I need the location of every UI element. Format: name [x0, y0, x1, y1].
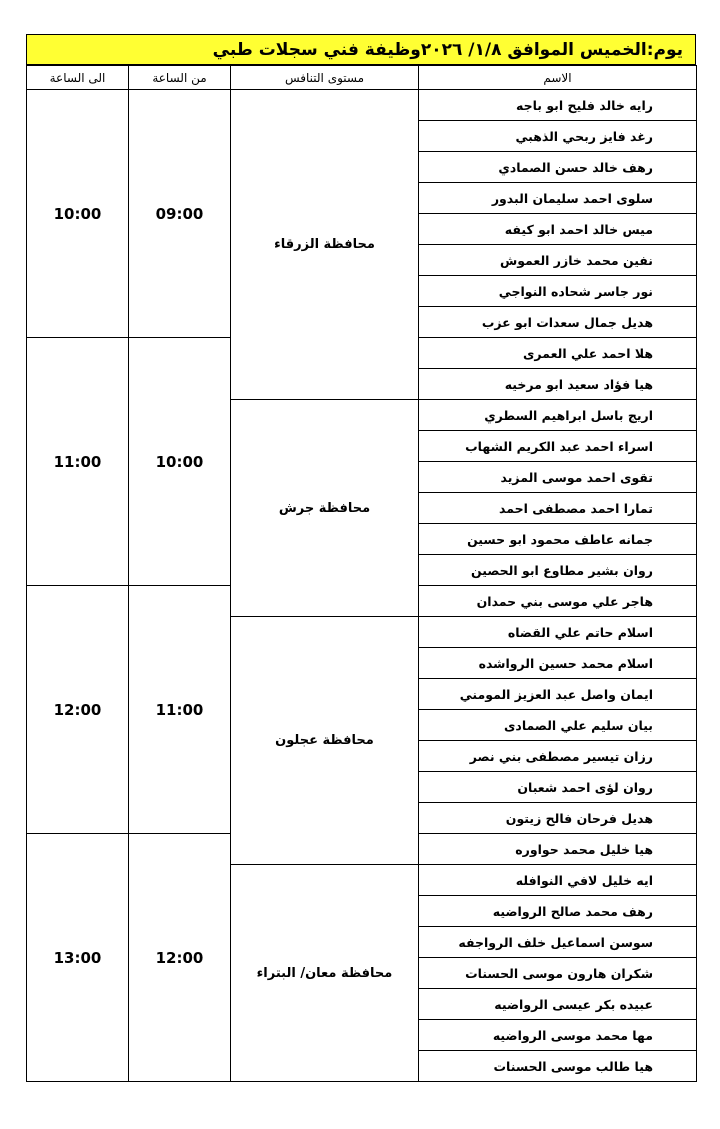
name-cell: هديل فرحان فالح زيتون [419, 803, 697, 834]
name-cell: ميس خالد احمد ابو كيفه [419, 214, 697, 245]
name-cell: ايه خليل لافي النوافله [419, 865, 697, 896]
header-region: مستوى التنافس [231, 66, 419, 90]
region-cell: محافظة عجلون [231, 617, 419, 865]
name-cell: هديل جمال سعدات ابو عزب [419, 307, 697, 338]
header-name: الاسم [419, 66, 697, 90]
name-cell: هيا خليل محمد حواوره [419, 834, 697, 865]
name-cell: سلوى احمد سليمان البدور [419, 183, 697, 214]
region-cell: محافظة جرش [231, 400, 419, 617]
name-cell: اسراء احمد عبد الكريم الشهاب [419, 431, 697, 462]
name-cell: مها محمد موسى الرواضيه [419, 1020, 697, 1051]
name-cell: روان لؤى احمد شعبان [419, 772, 697, 803]
from-time-cell: 09:00 [129, 90, 231, 338]
name-cell: هاجر علي موسى بني حمدان [419, 586, 697, 617]
name-cell: بيان سليم علي الصمادى [419, 710, 697, 741]
name-cell: نفين محمد خازر العموش [419, 245, 697, 276]
name-cell: هيا طالب موسى الحسنات [419, 1051, 697, 1082]
name-cell: ايمان واصل عبد العزيز المومني [419, 679, 697, 710]
table-row [27, 90, 697, 121]
from-time-cell: 11:00 [129, 586, 231, 834]
name-cell: روان بشير مطاوع ابو الحصين [419, 555, 697, 586]
name-cell: اسلام محمد حسين الرواشده [419, 648, 697, 679]
name-cell: جمانه عاطف محمود ابو حسين [419, 524, 697, 555]
name-cell: رغد فايز ربحي الذهبي [419, 121, 697, 152]
to-time-cell: 11:00 [27, 338, 129, 586]
name-cell: تمارا احمد مصطفى احمد [419, 493, 697, 524]
page-title: يوم:الخميس الموافق ١/٨/ ٢٠٢٦وظيفة فني سجلات طبي [26, 34, 696, 65]
header-from-time: من الساعة [129, 66, 231, 90]
name-cell: هيا فؤاد سعيد ابو مرخيه [419, 369, 697, 400]
region-cell: محافظة معان/ البتراء [231, 865, 419, 1082]
to-time-cell: 10:00 [27, 90, 129, 338]
name-cell: رزان تيسير مصطفى بني نصر [419, 741, 697, 772]
name-cell: اسلام حاتم علي القضاه [419, 617, 697, 648]
schedule-table [26, 65, 697, 1082]
region-cell: محافظة الزرقاء [231, 90, 419, 400]
name-cell: تقوى احمد موسى المزيد [419, 462, 697, 493]
name-cell: عبيده بكر عيسى الرواضيه [419, 989, 697, 1020]
to-time-cell: 13:00 [27, 834, 129, 1082]
name-cell: رايه خالد فليح ابو باجه [419, 90, 697, 121]
name-cell: هلا احمد علي العمرى [419, 338, 697, 369]
from-time-cell: 12:00 [129, 834, 231, 1082]
to-time-cell: 12:00 [27, 586, 129, 834]
name-cell: سوسن اسماعيل خلف الرواجفه [419, 927, 697, 958]
table-header-row [27, 66, 697, 90]
name-cell: اريج باسل ابراهيم السطري [419, 400, 697, 431]
name-cell: رهف خالد حسن الصمادي [419, 152, 697, 183]
header-to-time: الى الساعة [27, 66, 129, 90]
name-cell: نور جاسر شحاده النواجي [419, 276, 697, 307]
from-time-cell: 10:00 [129, 338, 231, 586]
name-cell: رهف محمد صالح الرواضيه [419, 896, 697, 927]
name-cell: شكران هارون موسى الحسنات [419, 958, 697, 989]
